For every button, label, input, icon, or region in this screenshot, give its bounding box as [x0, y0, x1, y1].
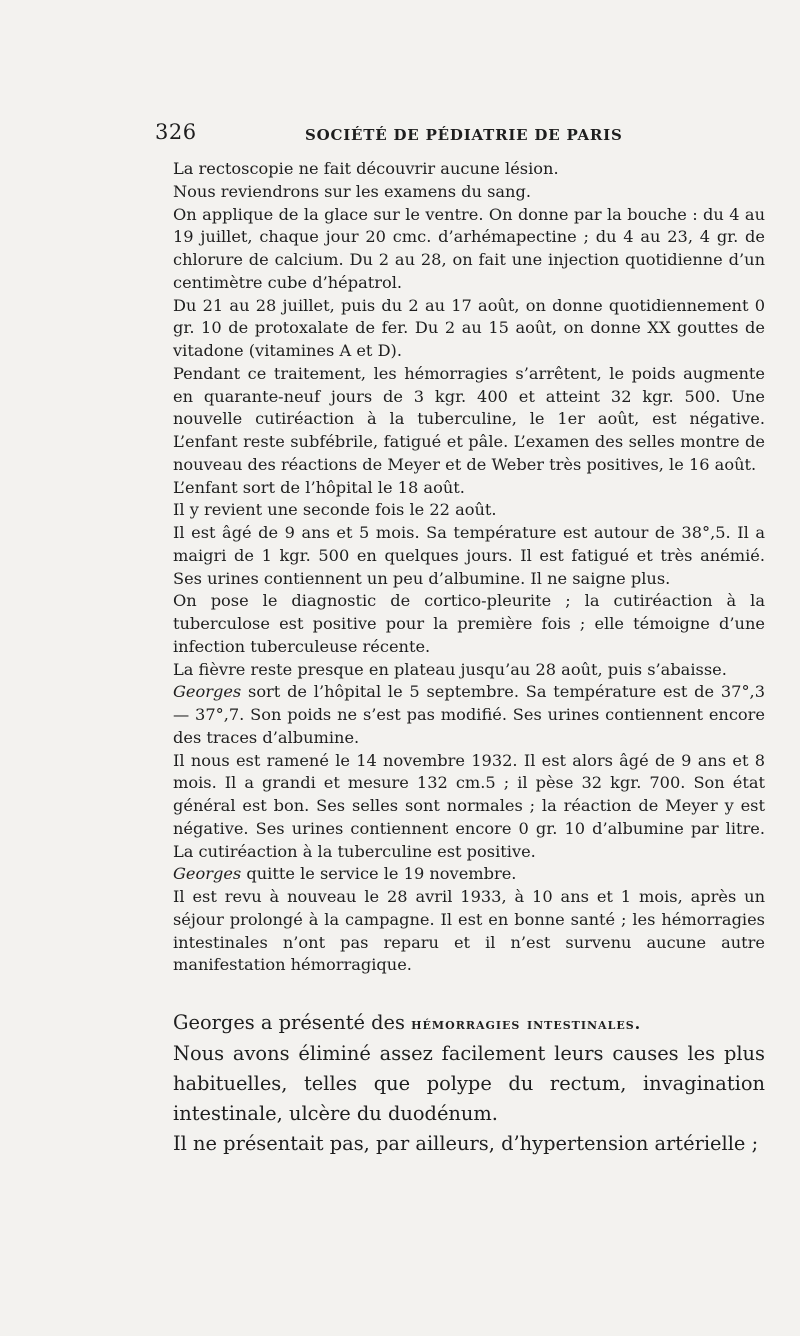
paragraph: On pose le diagnostic de cortico-pleurite ; la cutiréaction à la tuberculose est positive pour la première fois ; elle témoigne d’une infection tuberculeuse récente. [173, 591, 765, 656]
paragraph: Il y revient une seconde fois le 22 août. [173, 500, 497, 520]
paragraph: L’enfant sort de l’hôpital le 18 août. [173, 477, 465, 497]
case-report-text [173, 158, 765, 977]
paragraph: Nous avons éliminé assez facilement leurs causes les plus habituelles, telles que polype du rectum, invagination intestinale, ulcère du duodénum. [173, 1042, 765, 1125]
paragraph: Georges quitte le service le 19 novembre. [173, 864, 517, 884]
paragraph: On applique de la glace sur le ventre. On donne par la bouche : du 4 au 19 juillet, chaque jour 20 cmc. d’arhémapectine ; du 4 au 23, 4 gr. de chlorure de calcium. Du 2 au 28, on fait une injection quotidienne d’un centimètre cube d’hépatrol. [173, 204, 765, 292]
smallcaps-term: hémorragies intestinales. [411, 1014, 642, 1033]
patient-name: Georges [173, 682, 242, 702]
discussion-text [173, 1008, 765, 1159]
paragraph: Du 21 au 28 juillet, puis du 2 au 17 août, on donne quotidiennement 0 gr. 10 de protoxalate de fer. Du 2 au 15 août, on donne XX gouttes de vitadone (vitamines A et D). [173, 295, 765, 360]
running-title: SOCIÉTÉ DE PÉDIATRIE DE PARIS [305, 126, 623, 144]
paragraph: La rectoscopie ne fait découvrir aucune lésion. [173, 159, 559, 178]
paragraph: Il nous est ramené le 14 novembre 1932. Il est alors âgé de 9 ans et 8 mois. Il a grandi et mesure 132 cm.5 ; il pèse 32 kgr. 700. Son état général est bon. Ses selles sont normales ; la réaction de Meyer y est négative. Ses urines contiennent encore 0 gr. 10 d’albumine par litre. La cutiréaction à la tuberculine est positive. [173, 750, 765, 861]
paragraph: Il est revu à nouveau le 28 avril 1933, à 10 ans et 1 mois, après un séjour prolongé à la campagne. Il est en bonne santé ; les hémorragies intestinales n’ont pas reparu et il n’est survenu aucune autre manifestation hémorragique. [173, 887, 765, 975]
paragraph: La fièvre reste presque en plateau jusqu’au 28 août, puis s’abaisse. [173, 659, 727, 679]
page-header [155, 120, 760, 150]
patient-name: Georges [173, 864, 242, 884]
paragraph: Il ne présentait pas, par ailleurs, d’hypertension artérielle ; [173, 1132, 759, 1155]
page-number: 326 [155, 120, 197, 144]
paragraph: Pendant ce traitement, les hémorragies s’arrêtent, le poids augmente en quarante-neuf jours de 3 kgr. 400 et atteint 32 kgr. 500. Une nouvelle cutiréaction à la tuberculine, le 1er août, est négative. L’enfant reste subfébrile, fatigué et pâle. L’examen des selles montre de nouveau des réactions de Meyer et de Weber très positives, le 16 août. [173, 363, 765, 474]
paragraph: Georges a présenté des hémorragies intestinales. [173, 1011, 642, 1034]
paragraph: Georges sort de l’hôpital le 5 septembre. Sa température est de 37°,3 — 37°,7. Son poids ne s’est pas modifié. Ses urines contiennent encore des traces d’albumine. [173, 682, 765, 747]
paragraph: Nous reviendrons sur les examens du sang. [173, 181, 531, 201]
paragraph: Il est âgé de 9 ans et 5 mois. Sa température est autour de 38°,5. Il a maigri de 1 kgr. 500 en quelques jours. Il est fatigué et très anémié. Ses urines contiennent un peu d’albumine. Il ne saigne plus. [173, 523, 765, 588]
